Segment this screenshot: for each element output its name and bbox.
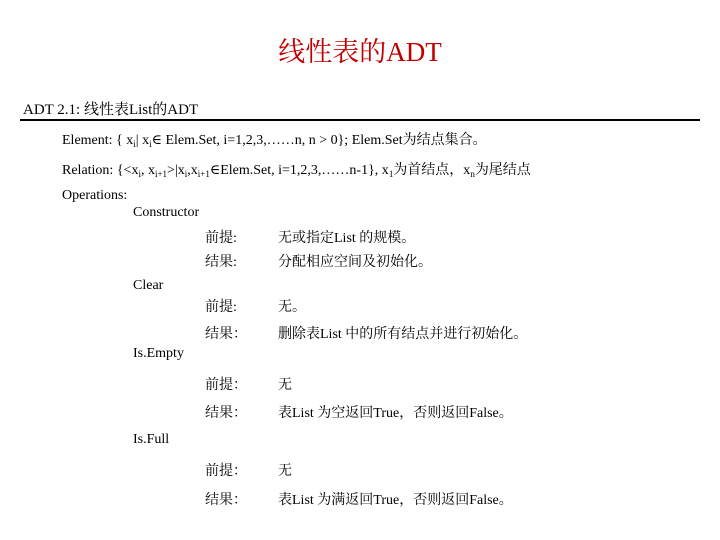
element-text: Element: { x [62,133,134,148]
operation-name-constructor: Constructor [133,205,200,220]
subscript: 1 [388,169,394,179]
adt-heading: ADT 2.1: 线性表List的ADT [23,102,199,118]
relation-text: ,x [187,163,198,178]
postcondition-label: 结果： [205,406,247,421]
postcondition-value: 删除表List 中的所有结点并进行初始化。 [278,327,528,342]
relation-text: 为首结点，x [393,163,471,178]
subscript: i [149,139,152,149]
operations-label: Operations: [62,188,128,203]
precondition-label: 前提： [205,464,247,479]
heading-divider [20,119,700,121]
relation-text: , x [140,163,155,178]
element-text: ∈ Elem.Set, i=1,2,3,……n, n > 0}; Elem.Set为结点集合。 [151,133,487,148]
relation-text: >|x [167,163,185,178]
precondition-label: 前提： [205,378,247,393]
relation-text: Relation: {<x [62,163,139,178]
postcondition-label: 结果： [205,327,247,342]
postcondition-label: 结果： [205,493,247,508]
element-text: | x [135,133,150,148]
postcondition-label: 结果: [205,255,237,270]
relation-definition [62,159,531,179]
operation-name-is-full: Is.Full [133,432,170,447]
operation-name-is-empty: Is.Empty [133,346,184,361]
subscript: i+1 [197,169,210,179]
operation-name-clear: Clear [133,278,164,293]
precondition-label: 前提: [205,300,237,315]
element-definition [62,129,487,149]
precondition-value: 无 [278,464,292,479]
relation-text: 为尾结点 [474,163,531,178]
postcondition-value: 表List 为空返回True，否则返回False。 [278,406,513,421]
subscript: i+1 [154,169,168,179]
precondition-value: 无或指定List 的规模。 [278,231,416,246]
slide-title: 线性表的ADT [278,37,442,67]
subscript: n [470,169,475,179]
relation-text: ∈Elem.Set, i=1,2,3,……n-1}, x [209,163,389,178]
postcondition-value: 表List 为满返回True，否则返回False。 [278,493,513,508]
subscript: i [138,169,141,179]
precondition-value: 无 [278,378,292,393]
postcondition-value: 分配相应空间及初始化。 [278,255,432,270]
subscript: i [184,169,188,179]
precondition-label: 前提: [205,231,237,246]
precondition-value: 无。 [278,300,306,315]
subscript: i [133,139,136,149]
